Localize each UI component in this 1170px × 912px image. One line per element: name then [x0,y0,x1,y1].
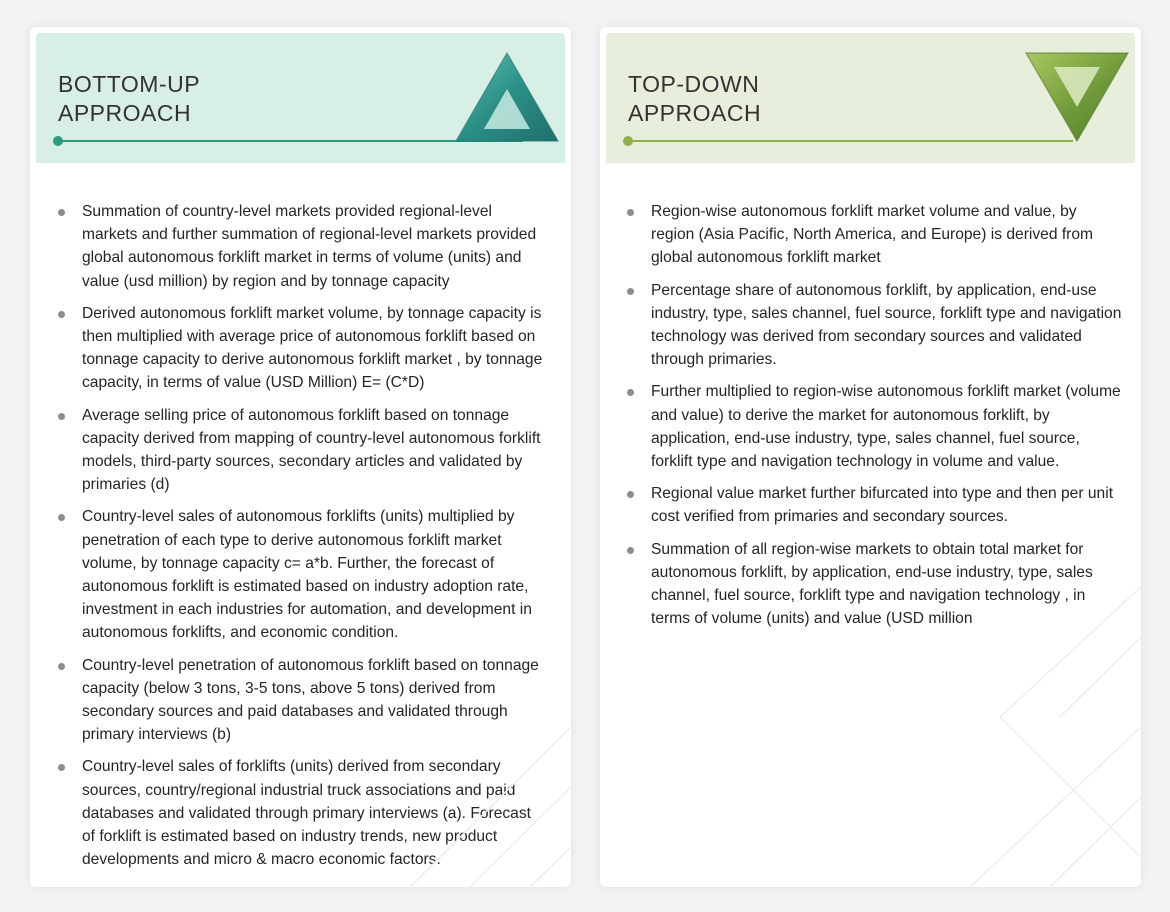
list-item: Regional value market further bifurcated into type and then per unit cost verified from primaries and secondary sources. [625,482,1123,528]
bottom-up-title-line2: APPROACH [58,100,192,126]
top-down-title-line1: TOP-DOWN [628,71,760,97]
list-item: Summation of country-level markets provided regional-level markets and further summation of regional-level markets provided global autonomous forklift market in terms of volume (units) and value (usd million) by region and by tonnage capacity [56,200,548,293]
top-down-title [628,70,761,128]
top-down-panel [600,27,1141,887]
bottom-up-header [36,33,565,163]
top-down-divider-dot [623,136,633,146]
bottom-up-panel [30,27,571,887]
list-item: Country-level sales of forklifts (units) derived from secondary sources, country/regional industrial truck associations and paid databases and validated through primary interviews (a). Forecast of forklift is estimated based on industry trends, new product developments and micro & macro economic factors. [56,755,548,871]
upward-triangle-icon [454,49,560,143]
list-item: Derived autonomous forklift market volume, by tonnage capacity is then multiplied with average price of autonomous forklift based on tonnage capacity to derive autonomous forklift market , by tonnage capacity, in terms of value (USD Million) E= (C*D) [56,302,548,395]
bottom-up-title [58,70,200,128]
top-down-title-line2: APPROACH [628,100,762,126]
top-down-divider [628,140,1073,142]
list-item: Country-level penetration of autonomous forklift based on tonnage capacity (below 3 tons, 3-5 tons, above 5 tons) derived from secondary sources and paid databases and validated through primary interviews (b) [56,654,548,747]
bottom-up-bullet-list [56,200,548,880]
list-item: Further multiplied to region-wise autonomous forklift market (volume and value) to derive the market for autonomous forklift, by application, end-use industry, type, sales channel, fuel source, forklift type and navigation technology in volume and value. [625,380,1123,473]
list-item: Country-level sales of autonomous forklifts (units) multiplied by penetration of each type to derive autonomous forklift market volume, by tonnage capacity c= a*b. Further, the forecast of autonomous forklift is estimated based on industry adoption rate, investment in each industries for automation, and development in autonomous forklifts, and economic condition. [56,505,548,644]
list-item: Percentage share of autonomous forklift, by application, end-use industry, type, sales channel, fuel source, forklift type and navigation technology was derived from secondary sources and validated through primaries. [625,279,1123,372]
list-item: Summation of all region-wise markets to obtain total market for autonomous forklift, by application, end-use industry, type, sales channel, fuel source, forklift type and navigation technology , in terms of volume (units) and value (USD million [625,538,1123,631]
top-down-bullet-list [625,200,1123,639]
list-item: Region-wise autonomous forklift market volume and value, by region (Asia Pacific, North America, and Europe) is derived from global autonomous forklift market [625,200,1123,270]
bottom-up-title-line1: BOTTOM-UP [58,71,201,97]
downward-triangle-icon [1024,49,1130,143]
list-item: Average selling price of autonomous forklift based on tonnage capacity derived from mapping of country-level autonomous forklift models, third-party sources, secondary articles and validated by primaries (d) [56,404,548,497]
top-down-header [606,33,1135,163]
bottom-up-divider-dot [53,136,63,146]
